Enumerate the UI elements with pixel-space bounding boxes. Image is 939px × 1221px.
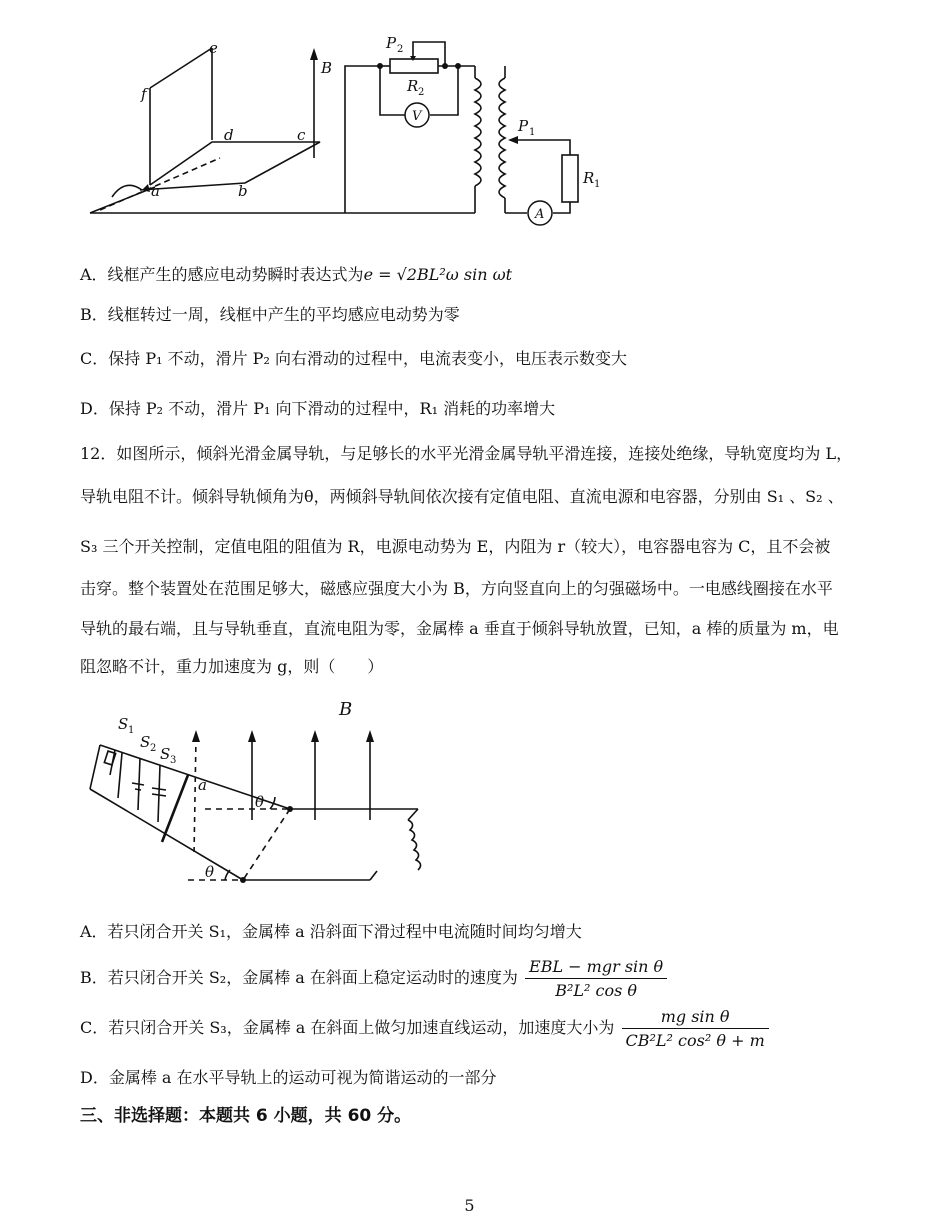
label-R2-sub: 2: [418, 87, 425, 98]
label-theta-top: θ: [255, 793, 265, 811]
label-R2: R: [407, 77, 419, 95]
q12-stem-line-3: S₃ 三个开关控制，定值电阻的阻值为 R，电源电动势为 E，内阻为 r（较大），电容器电容为 C，且不会被: [80, 537, 831, 556]
q12-option-b: B．若只闭合开关 S₂，金属棒 a 在斜面上稳定运动时的速度为 $\frac{\text{EBL − mgr sin θ}}{\text{B²L² cos θ}}$: [80, 957, 667, 1000]
label-rod-a: a: [198, 776, 207, 794]
label-theta-bottom: θ: [205, 863, 215, 881]
label-B-field-2: B: [339, 699, 353, 720]
label-c: c: [297, 126, 306, 144]
label-S3-sub: 3: [170, 755, 177, 766]
label-S1: S: [118, 715, 129, 733]
q12-stem-line-5: 导轨的最右端，且与导轨垂直，直流电阻为零，金属棒 a 垂直于倾斜导轨放置，已知，a 棒的质量为 m，电: [80, 619, 839, 638]
q11-option-b: B．线框转过一周，线框中产生的平均感应电动势为零: [80, 305, 460, 324]
q11-option-d: D．保持 P₂ 不动，滑片 P₁ 向下滑动的过程中，R₁ 消耗的功率增大: [80, 399, 556, 418]
label-S2-sub: 2: [150, 743, 157, 754]
label-B-field: B: [321, 59, 333, 77]
label-a: a: [151, 182, 160, 200]
label-d: d: [224, 126, 234, 144]
label-S3: S: [160, 745, 171, 763]
q12-option-a: A．若只闭合开关 S₁，金属棒 a 沿斜面下滑过程中电流随时间均匀增大: [80, 922, 582, 941]
label-P2: P: [386, 34, 397, 52]
voltmeter-label: V: [412, 109, 422, 124]
label-f: f: [141, 85, 147, 103]
label-P1-sub: 1: [529, 127, 536, 138]
q11-option-a: A．线框产生的感应电动势瞬时表达式为e = √2BL²ω sin ωt: [80, 265, 513, 284]
q12-option-c: C．若只闭合开关 S₃，金属棒 a 在斜面上做匀加速直线运动，加速度大小为 $\frac{\text{mg sin θ}}{\text{CB²L² cos² θ + m}}$: [80, 1007, 769, 1050]
label-P1: P: [518, 117, 529, 135]
label-R1: R: [583, 169, 595, 187]
q12-option-c-numerator: mg sin θ: [622, 1007, 769, 1029]
q12-stem-line-4: 击穿。整个装置处在范围足够大，磁感应强度大小为 B，方向竖直向上的匀强磁场中。一电感线圈接在水平: [80, 579, 833, 598]
label-R1-sub: 1: [594, 179, 601, 190]
q12-stem-line-6: 阻忽略不计，重力加速度为 g，则（ ）: [80, 657, 384, 676]
label-S2: S: [140, 733, 151, 751]
label-b: b: [238, 182, 248, 200]
q11-option-a-formula: e = √2BL²ω sin ωt: [363, 265, 513, 284]
q12-option-d: D．金属棒 a 在水平导轨上的运动可视为简谐运动的一部分: [80, 1068, 497, 1087]
page-number: 5: [464, 1196, 475, 1215]
label-e: e: [209, 39, 218, 57]
q12-stem-line-1: 12．如图所示，倾斜光滑金属导轨，与足够长的水平光滑金属导轨平滑连接，连接处绝缘，导轨宽度均为 L，: [80, 444, 853, 463]
q11-option-c: C．保持 P₁ 不动，滑片 P₂ 向右滑动的过程中，电流表变小，电压表示数变大: [80, 349, 627, 368]
figure-generator-circuit: [0, 0, 939, 240]
q12-stem-line-2: 导轨电阻不计。倾斜导轨倾角为θ，两倾斜导轨间依次接有定值电阻、直流电源和电容器，分别由 S₁ 、S₂ 、: [80, 487, 844, 506]
q12-option-c-fraction: [622, 1007, 769, 1050]
section-heading: 三、非选择题：本题共 6 小题，共 60 分。: [80, 1106, 412, 1126]
q12-option-c-denominator: CB²L² cos² θ + m: [625, 1031, 765, 1050]
label-P2-sub: 2: [397, 44, 404, 55]
label-S1-sub: 1: [128, 725, 135, 736]
q12-option-b-numerator: EBL − mgr sin θ: [525, 957, 667, 979]
figure-inclined-rails: [0, 695, 939, 895]
q12-option-b-denominator: B²L² cos θ: [555, 981, 638, 1000]
ammeter-label: A: [535, 207, 545, 222]
q12-option-b-fraction: [525, 957, 667, 1000]
